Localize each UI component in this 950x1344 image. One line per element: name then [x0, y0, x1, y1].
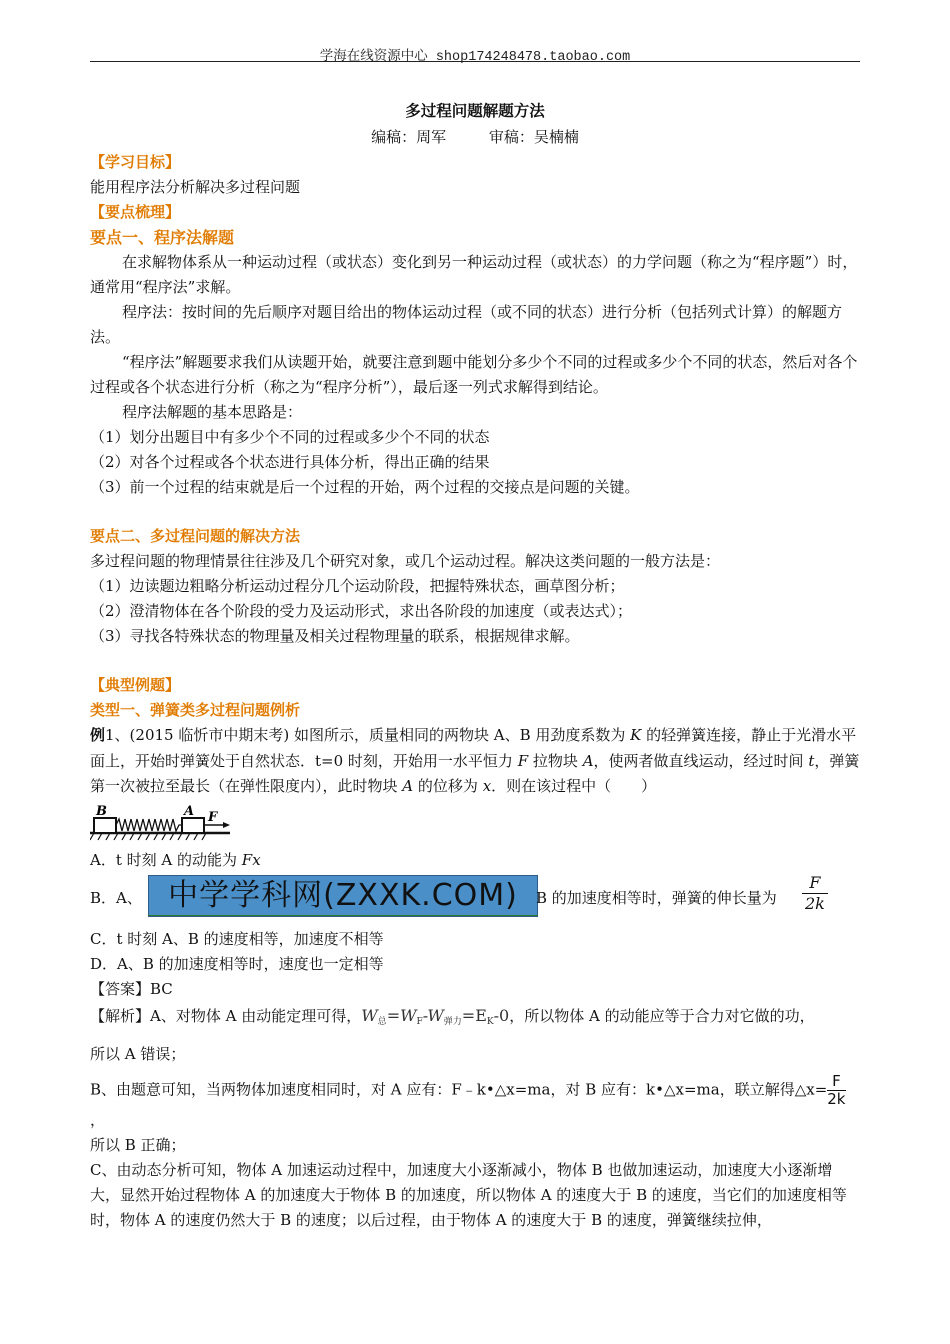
option-b: B．A、 中学学科网(ZXXK.COM) B 的加速度相等时，弹簧的伸长量为 $\frac{F}{2k}$ — [90, 873, 860, 927]
doc-title: 多过程问题解题方法 — [405, 101, 545, 120]
doc-editor: 编稿：周军 — [371, 128, 447, 146]
point2-item: （1）边读题边粗略分析运动过程分几个运动阶段，把握特殊状态，画草图分析； — [90, 577, 625, 595]
goals-heading: 【学习目标】 — [90, 153, 181, 171]
watermark-banner: 中学学科网(ZXXK.COM) — [148, 875, 538, 917]
doc-authors — [90, 125, 860, 150]
point2-item: （3）寻找各特殊状态的物理量及相关过程物理量的联系，根据规律求解。 — [90, 627, 580, 645]
document-body — [90, 98, 860, 1233]
solution-b: B、由题意可知，当两物体加速度相同时，对 A 应有：F﹣k•△x=ma，对 B 应有：k•△x=ma，联立解得△x= $\frac{F}{2k}$， — [90, 1071, 846, 1129]
point1-para2: 程序法：按时间的先后顺序对题目给出的物体运动过程（或不同的状态）进行分析（包括列式计算）的解题方法。 — [90, 303, 843, 346]
point1-para4: 程序法解题的基本思路是： — [122, 403, 303, 421]
point2-item: （2）澄清物体在各个阶段的受力及运动形式，求出各阶段的加速度（或表达式）； — [90, 602, 633, 620]
fraction-F-over-2k: $\frac{F}{2k}$ — [802, 873, 828, 914]
point1-item: （2）对各个过程或各个状态进行具体分析，得出正确的结果 — [90, 453, 490, 471]
label-B: B — [96, 803, 107, 819]
option-c: C．t 时刻 A、B 的速度相等，加速度不相等 — [90, 929, 384, 948]
spring-figure — [90, 802, 860, 842]
solution-c: C、由动态分析可知，物体 A 加速运动过程中，加速度大小逐渐减小，物体 B 也做加速运动，加速度大小逐渐增大，显然开始过程物体 A 的加速度大于物体 B 的加速度，所以物体 A 的速度大于 B 的速度，当它们的加速度相等时，物体 A 的速度仍然大于 B 的速度；以后过程，由于物体 A 的速度大于 B 的速度，弹簧继续拉伸， — [90, 1160, 847, 1229]
doc-reviewer: 审稿：吴楠楠 — [488, 128, 579, 146]
point2-intro: 多过程问题的物理情景往往涉及几个研究对象，或几个运动过程。解决这类问题的一般方法是： — [90, 552, 721, 570]
answer: 【答案】BC — [90, 979, 173, 998]
solution-b-conclusion: 所以 B 正确； — [90, 1135, 186, 1154]
header-rule — [90, 61, 860, 62]
type1-heading: 类型一、弹簧类多过程问题例析 — [90, 701, 301, 719]
example1-question: 例1、(2015 临忻市中期末考) 如图所示，质量相同的两物块 A、B 用劲度系数为 K 的轻弹簧连接，静止于光滑水平面上，开始时弹簧处于自然状态．t=0 时刻，开始用一水平恒力 F 拉物块 A，使两者做直线运动，经过时间 t，弹簧第一次被拉至最长（在弹性限度内），此时物块 A 的位移为 x．则在该过程中（ ） — [90, 726, 860, 795]
point1-para1: 在求解物体系从一种运动过程（或状态）变化到另一种运动过程（或状态）的力学问题（称之为“程序题”）时，通常用“程序法”求解。 — [90, 253, 858, 296]
goals-text: 能用程序法分析解决多过程问题 — [90, 178, 301, 196]
points-heading: 【要点梳理】 — [90, 203, 181, 221]
example-label: 例 — [90, 726, 106, 744]
solution-a: 【解析】A、对物体 A 由动能定理可得，$W_总=W_F-W_{弹力}=E_K-0$，所以物体 A 的动能应等于合力对它做的功， — [90, 1005, 815, 1027]
spring-blocks-diagram — [90, 802, 240, 842]
point1-heading: 要点一、程序法解题 — [90, 228, 235, 247]
point1-item: （1）划分出题目中有多少个不同的过程或多少个不同的状态 — [90, 428, 490, 446]
examples-heading: 【典型例题】 — [90, 676, 181, 694]
label-F: F — [208, 809, 218, 825]
fraction-F-over-2k-b: $\frac{F}{2k}$ — [827, 1071, 846, 1108]
solution-a-conclusion: 所以 A 错误； — [90, 1044, 186, 1063]
point1-item: （3）前一个过程的结束就是后一个过程的开始，两个过程的交接点是问题的关键。 — [90, 478, 640, 496]
option-d: D．A、B 的加速度相等时，速度也一定相等 — [90, 954, 384, 973]
point1-para3: “程序法”解题要求我们从读题开始，就要注意到题中能划分多少个不同的过程或多少个不同的状态，然后对各个过程或各个状态进行分析（称之为“程序分析”），最后逐一列式求解得到结论。 — [90, 353, 858, 396]
work-energy-equation: $W_总=W_F-W_{弹力}=E_K-0$ — [361, 1005, 510, 1027]
point2-heading: 要点二、多过程问题的解决方法 — [90, 527, 301, 545]
page-header: 学海在线资源中心 shop174248478.taobao.com — [319, 50, 631, 65]
banner-underline — [148, 915, 538, 916]
label-A: A — [184, 803, 195, 819]
option-a: A．t 时刻 A 的动能为 Fx — [90, 850, 261, 869]
